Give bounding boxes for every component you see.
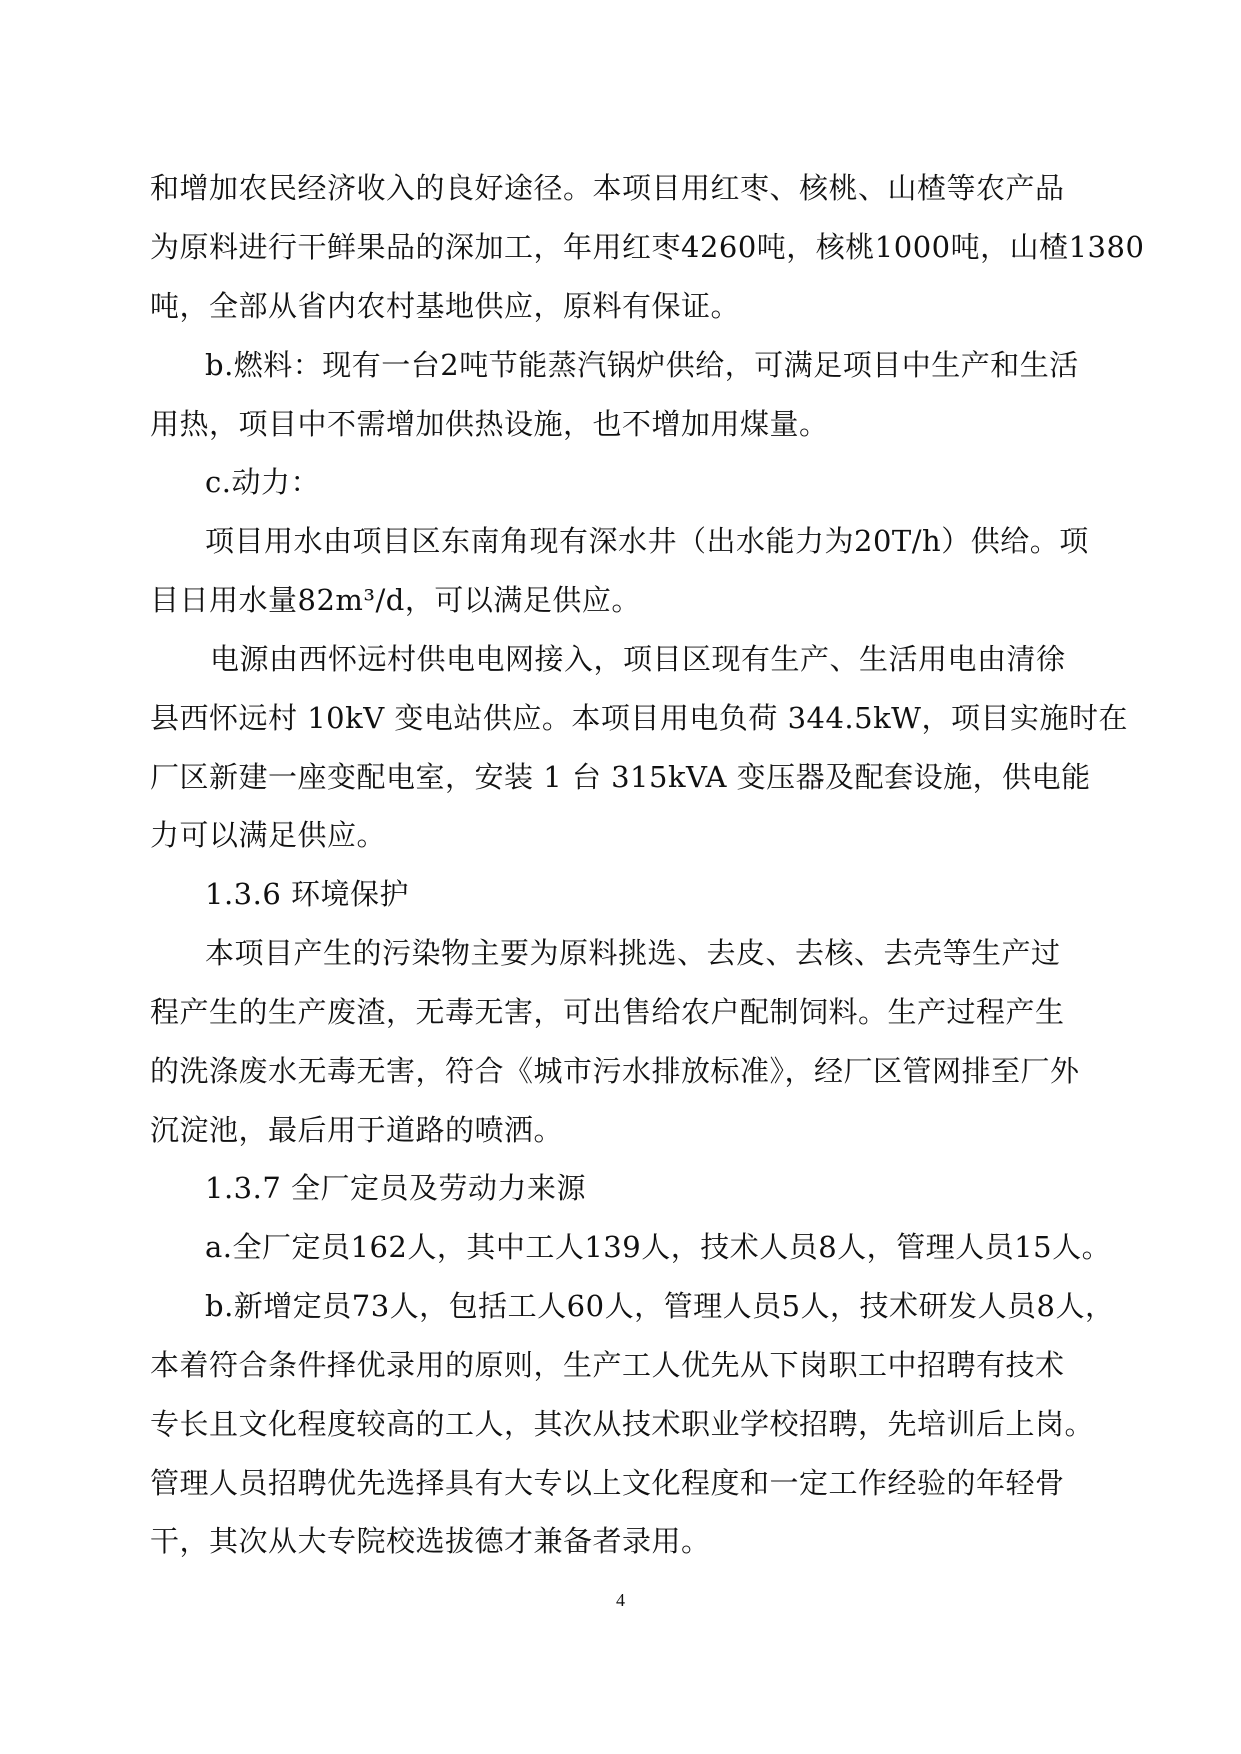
text-line: 专长且文化程度较高的工人，其次从技术职业学校招聘，先培训后上岗。 <box>150 1407 1095 1441</box>
text-line: 吨，全部从省内农村基地供应，原料有保证。 <box>150 289 741 323</box>
text-line: b.燃料：现有一台2吨节能蒸汽锅炉供给，可满足项目中生产和生活 <box>205 348 1079 382</box>
text-line: 管理人员招聘优先选择具有大专以上文化程度和一定工作经验的年轻骨 <box>150 1466 1065 1500</box>
text-line: 为原料进行干鲜果品的深加工，年用红枣4260吨，核桃1000吨，山楂1380 <box>150 230 1145 264</box>
text-line: 用热，项目中不需增加供热设施，也不增加用煤量。 <box>150 407 829 441</box>
text-line: 电源由西怀远村供电电网接入，项目区现有生产、生活用电由清徐 <box>210 642 1066 676</box>
text-line: 目日用水量82m³/d，可以满足供应。 <box>150 583 641 617</box>
text-line: 厂区新建一座变配电室，安装 1 台 315kVA 变压器及配套设施，供电能 <box>150 760 1091 794</box>
text-line: 的洗涤废水无毒无害，符合《城市污水排放标准》，经厂区管网排至厂外 <box>150 1054 1080 1088</box>
page-number: 4 <box>616 1590 625 1610</box>
section-heading: 1.3.7 全厂定员及劳动力来源 <box>205 1171 587 1205</box>
text-line: 力可以满足供应。 <box>150 818 387 852</box>
text-line: a.全厂定员162人，其中工人139人，技术人员8人，管理人员15人。 <box>205 1230 1112 1264</box>
text-line: 本项目产生的污染物主要为原料挑选、去皮、去核、去壳等生产过 <box>205 936 1061 970</box>
text-line: 本着符合条件择优录用的原则，生产工人优先从下岗职工中招聘有技术 <box>150 1348 1065 1382</box>
text-line: 和增加农民经济收入的良好途径。本项目用红枣、核桃、山楂等农产品 <box>150 171 1065 205</box>
text-line: 项目用水由项目区东南角现有深水井（出水能力为20T/h）供给。项 <box>205 524 1089 558</box>
text-line: b.新增定员73人，包括工人60人，管理人员5人，技术研发人员8人， <box>205 1289 1115 1323</box>
section-heading: 1.3.6 环境保护 <box>205 877 410 911</box>
subheading-line: c.动力： <box>205 465 320 499</box>
text-line: 干，其次从大专院校选拔德才兼备者录用。 <box>150 1524 711 1558</box>
text-line: 沉淀池，最后用于道路的喷洒。 <box>150 1113 564 1147</box>
text-line: 县西怀远村 10kV 变电站供应。本项目用电负荷 344.5kW，项目实施时在 <box>150 701 1128 735</box>
text-line: 程产生的生产废渣，无毒无害，可出售给农户配制饲料。生产过程产生 <box>150 995 1065 1029</box>
